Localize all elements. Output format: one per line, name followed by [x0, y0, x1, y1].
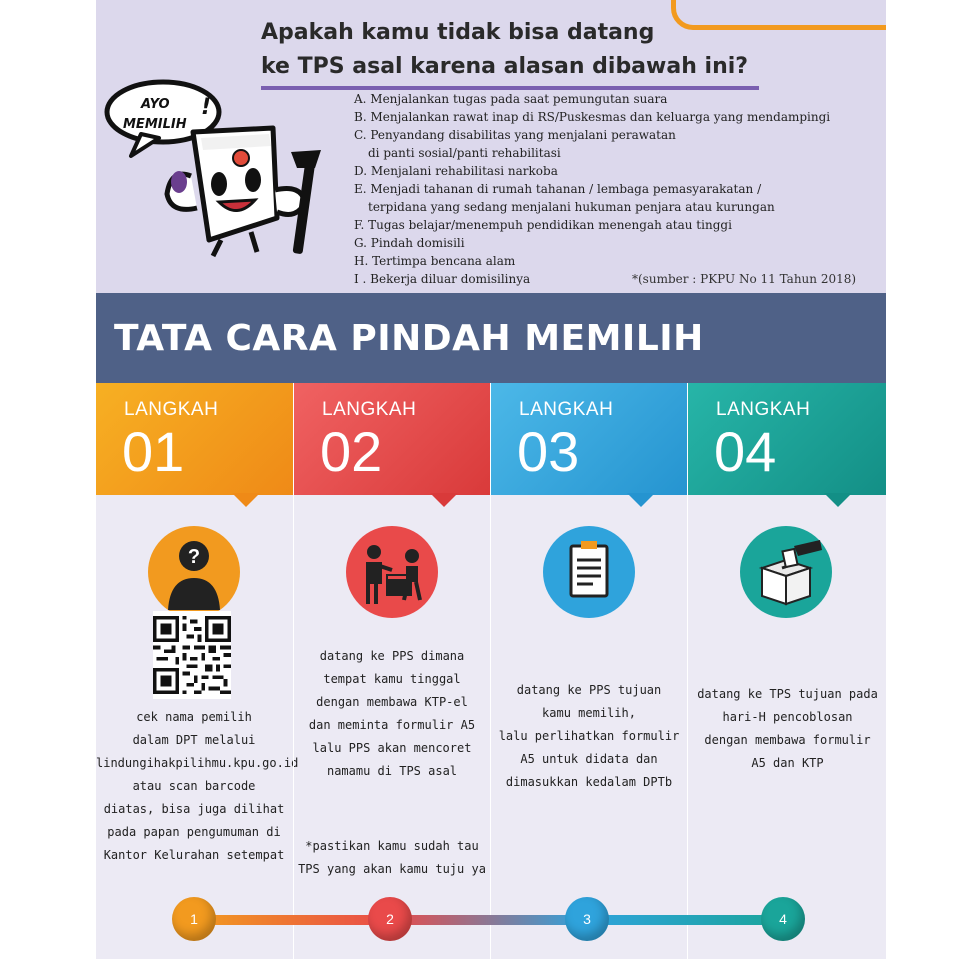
step-header	[491, 383, 688, 495]
reason-item: H. Tertimpa bencana alam	[354, 254, 516, 268]
step-number: 04	[714, 420, 777, 483]
desc-line: dan meminta formulir A5	[308, 718, 476, 732]
step-label: LANGKAH	[716, 399, 811, 420]
clipboard-icon	[543, 526, 635, 618]
step-description	[491, 679, 687, 794]
step-dot-3[interactable]: 3	[565, 897, 609, 941]
note-line: TPS yang akan kamu tuju ya	[298, 862, 486, 876]
step-column-2	[293, 383, 490, 959]
bubble-text-ayo: AYO	[141, 97, 170, 112]
step-pointer	[232, 493, 260, 507]
desc-line: tempat kamu tinggal	[323, 672, 461, 686]
desc-line: dengan membawa formulir	[704, 733, 871, 747]
reason-item: E. Menjadi tahanan di rumah tahanan / lembaga pemasyarakatan /	[354, 182, 762, 196]
reason-item: A. Menjalankan tugas pada saat pemungutan suara	[354, 92, 668, 106]
reason-item-continued: di panti sosial/panti rehabilitasi	[368, 146, 561, 160]
step-pointer	[824, 493, 852, 507]
step-header	[688, 383, 886, 495]
desc-line: lalu PPS akan mencoret	[312, 741, 472, 755]
bubble-text-memilih: MEMILIH	[123, 117, 187, 132]
infographic-panel	[96, 0, 886, 959]
step-header	[294, 383, 491, 495]
decorative-corner-frame	[671, 0, 886, 30]
step-label: LANGKAH	[124, 399, 219, 420]
banner-title: TATA CARA PINDAH MEMILIH	[114, 318, 704, 359]
reason-item-continued: terpidana yang sedang menjalani hukuman penjara atau kurungan	[368, 200, 775, 214]
desc-line: A5 untuk didata dan	[520, 752, 658, 766]
desc-line: A5 dan KTP	[751, 756, 824, 770]
desc-line: lalu perlihatkan formulir	[498, 729, 680, 743]
source-note: *(sumber : PKPU No 11 Tahun 2018)	[632, 272, 857, 286]
reason-item: B. Menjalankan rawat inap di RS/Puskesmas dan keluarga yang mendampingi	[354, 110, 831, 124]
step-column-3	[490, 383, 687, 959]
desc-line: datang ke PPS dimana	[319, 649, 465, 663]
ballot-box-icon	[740, 526, 832, 618]
mascot-body	[167, 128, 321, 256]
desc-line-url[interactable]: lindungihakpilihmu.kpu.go.id	[96, 756, 299, 770]
reason-item: F. Tugas belajar/menempuh pendidikan menengah atau tinggi	[354, 218, 732, 232]
reason-item: C. Penyandang disabilitas yang menjalani perawatan	[354, 128, 676, 142]
step-number: 01	[122, 420, 185, 483]
desc-line: dimasukkan kedalam DPTb	[505, 775, 673, 789]
step-description	[688, 683, 886, 775]
desc-line: dengan membawa KTP-el	[316, 695, 468, 709]
svg-text:?: ?	[187, 546, 201, 568]
step-label: LANGKAH	[519, 399, 614, 420]
step-number: 02	[320, 420, 383, 483]
step-dot-1[interactable]: 1	[172, 897, 216, 941]
step-pointer	[627, 493, 655, 507]
step-note	[294, 835, 490, 881]
step-column-4	[687, 383, 886, 959]
step-label: LANGKAH	[322, 399, 417, 420]
bubble-exclamation: !	[201, 95, 212, 120]
step-pointer	[430, 493, 458, 507]
meeting-desk-icon	[346, 526, 438, 618]
reason-item: I . Bekerja diluar domisilinya	[354, 272, 531, 286]
desc-line: pada papan pengumuman di	[107, 825, 281, 839]
ballot-mascot-illustration	[101, 72, 331, 262]
reason-item: G. Pindah domisili	[354, 236, 465, 250]
question-line-1: Apakah kamu tidak bisa datang	[261, 20, 655, 45]
question-line-2: ke TPS asal karena alasan dibawah ini?	[261, 54, 749, 79]
step-column-1	[96, 383, 299, 959]
step-dot-4[interactable]: 4	[761, 897, 805, 941]
reason-item: D. Menjalani rehabilitasi narkoba	[354, 164, 558, 178]
desc-line: hari-H pencoblosan	[722, 710, 853, 724]
desc-line: datang ke TPS tujuan pada	[697, 687, 878, 701]
progress-track	[196, 915, 786, 925]
reasons-list	[354, 90, 830, 288]
step-header	[96, 383, 293, 495]
desc-line: datang ke PPS tujuan	[516, 683, 662, 697]
step-dot-2[interactable]: 2	[368, 897, 412, 941]
step-description	[96, 706, 299, 867]
desc-line: namamu di TPS asal	[326, 764, 458, 778]
qr-code[interactable]	[153, 611, 231, 699]
desc-line: dalam DPT melalui	[132, 733, 256, 747]
desc-line: kamu memilih,	[542, 706, 636, 720]
desc-line: cek nama pemilih	[136, 710, 252, 724]
desc-line: diatas, bisa juga dilihat	[103, 802, 285, 816]
desc-line: Kantor Kelurahan setempat	[103, 848, 285, 862]
step-number: 03	[517, 420, 580, 483]
step-description	[294, 645, 490, 783]
question-person-icon	[148, 526, 240, 618]
desc-line: atau scan barcode	[132, 779, 256, 793]
note-line: *pastikan kamu sudah tau	[305, 839, 479, 853]
